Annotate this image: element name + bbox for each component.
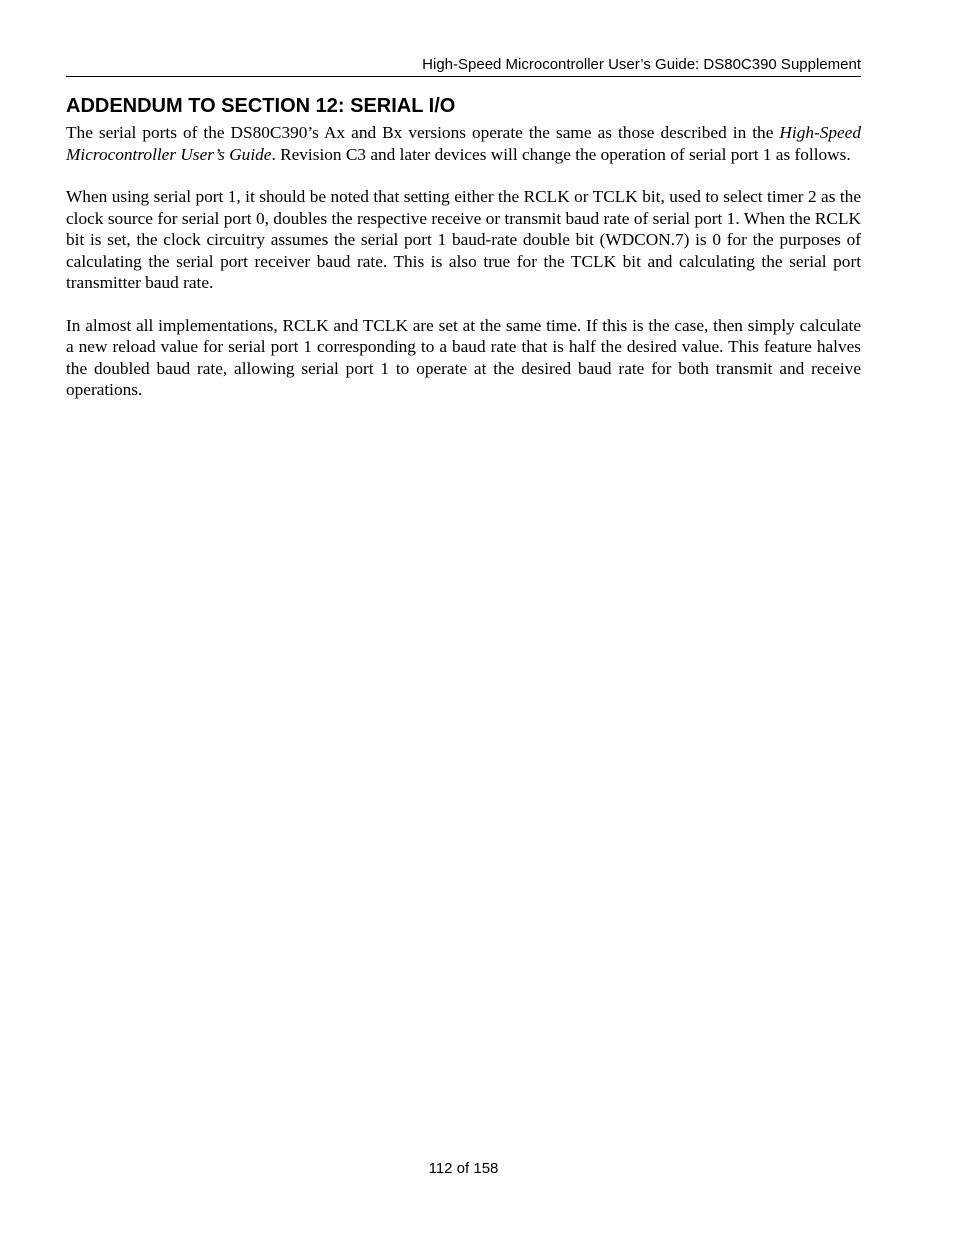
paragraph-1-text-start: The serial ports of the DS80C390’s Ax and Bx versions operate the same as those described in the xyxy=(66,123,780,142)
paragraph-reload-value: In almost all implementations, RCLK and TCLK are set at the same time. If this is the case, then simply calculate a new reload value for serial port 1 corresponding to a baud rate that is half the desired value. This feature halves the doubled baud rate, allowing serial port 1 to operate at the desired baud rate for both transmit and receive operations. xyxy=(66,315,861,399)
page-content xyxy=(66,94,861,422)
paragraph-serial-ports-intro xyxy=(66,122,861,165)
page-header xyxy=(66,55,861,77)
paragraph-1-text-end: . Revision C3 and later devices will change the operation of serial port 1 as follows. xyxy=(271,144,851,164)
paragraph-rclk-tclk-behavior: When using serial port 1, it should be noted that setting either the RCLK or TCLK bit, used to select timer 2 as the clock source for serial port 0, doubles the respective receive or transmit baud rate of serial port 1. When the RCLK bit is set, the clock circuitry assumes the serial port 1 baud-rate double bit (WDCON.7) is 0 for the purposes of calculating the serial port receiver baud rate. This is also true for the TCLK bit and calculating the serial port transmitter baud rate. xyxy=(66,187,861,292)
header-title: High-Speed Microcontroller User’s Guide: DS80C390 Supplement xyxy=(422,56,861,73)
section-title: ADDENDUM TO SECTION 12: SERIAL I/O xyxy=(66,95,456,117)
page-number: 112 of 158 xyxy=(428,1160,499,1177)
guide-title-italic: High-Speed Microcontroller User’s Guide xyxy=(66,123,861,164)
